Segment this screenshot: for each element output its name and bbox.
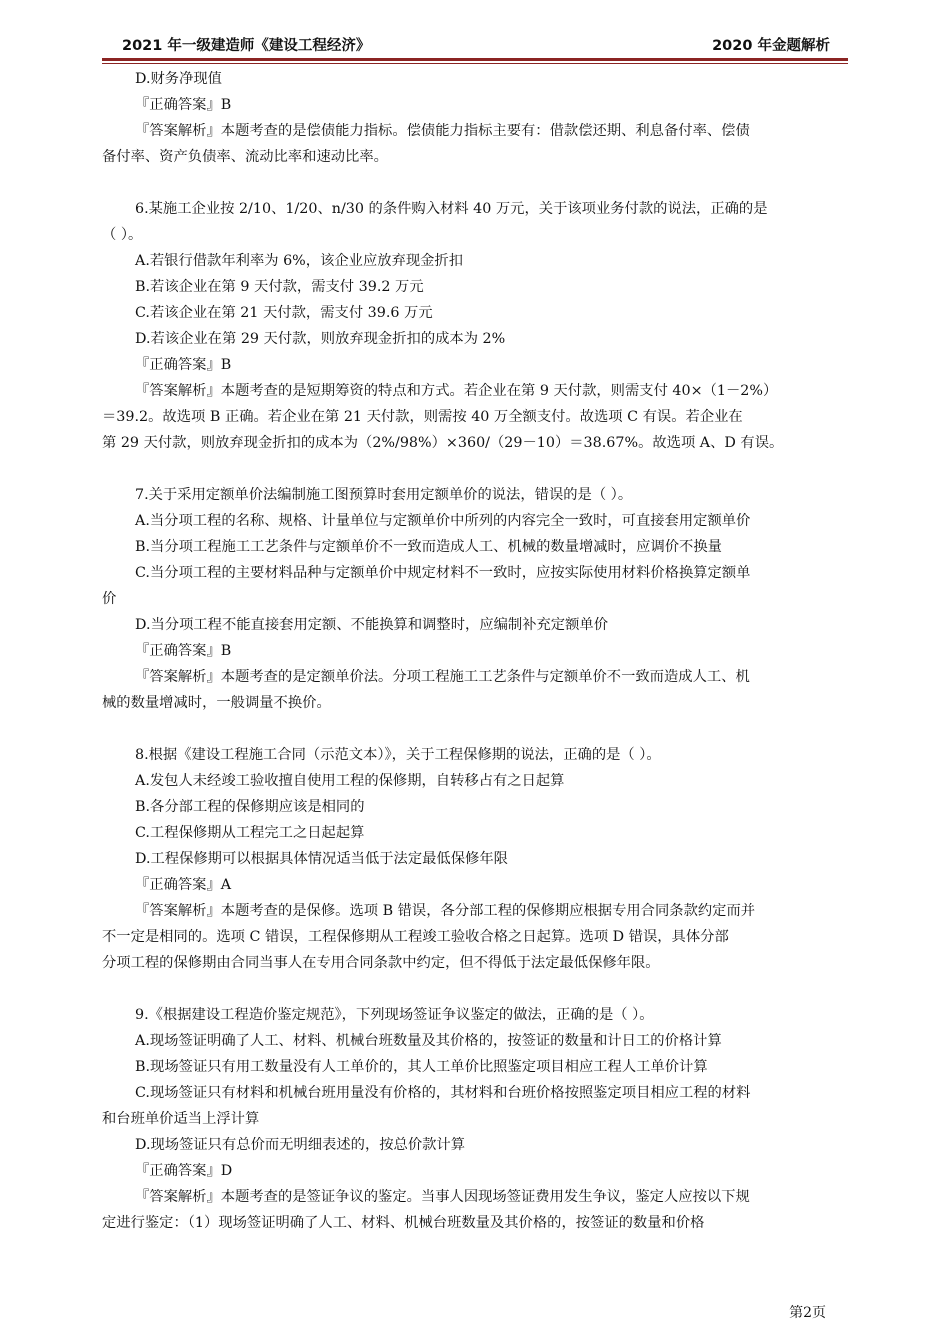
option-line: D.当分项工程不能直接套用定额、不能换算和调整时，应编制补充定额单价 <box>135 617 608 633</box>
option-line: B.现场签证只有用工数量没有人工单价的，其人工单价比照鉴定项目相应工程人工单价计算 <box>135 1059 708 1075</box>
document-body <box>102 66 848 1236</box>
question-line: （ ）。 <box>102 227 143 243</box>
option-line: 价 <box>102 591 117 607</box>
page-header <box>102 34 848 58</box>
question-line: 7.关于采用定额单价法编制施工图预算时套用定额单价的说法，错误的是（ ）。 <box>135 487 633 503</box>
header-rule-thick <box>102 58 848 61</box>
explanation-line: 械的数量增减时，一般调量不换价。 <box>102 695 331 711</box>
spacer <box>102 456 848 482</box>
explanation-line: 定进行鉴定：（1）现场签证明确了人工、材料、机械台班数量及其价格的，按签证的数量和价格 <box>102 1215 705 1231</box>
explanation-line: 『答案解析』本题考查的是短期筹资的特点和方式。若企业在第 9 天付款，则需支付 40×（1－2%） <box>135 383 778 399</box>
page-number: 第2页 <box>789 1305 826 1321</box>
option-line: A.当分项工程的名称、规格、计量单位与定额单价中所列的内容完全一致时，可直接套用定额单价 <box>135 513 751 529</box>
explanation-line: 『答案解析』本题考查的是定额单价法。分项工程施工工艺条件与定额单价不一致而造成人工、机 <box>135 669 750 685</box>
option-line: D.现场签证只有总价而无明细表述的，按总价款计算 <box>135 1137 466 1153</box>
question-line: 9.《根据建设工程造价鉴定规范》，下列现场签证争议鉴定的做法，正确的是（ ）。 <box>135 1007 654 1023</box>
explanation-line: 分项工程的保修期由合同当事人在专用合同条款中约定，但不得低于法定最低保修年限。 <box>102 955 660 971</box>
header-title: 2021 年一级建造师《建设工程经济》 <box>122 38 371 54</box>
option-line: D.工程保修期可以根据具体情况适当低于法定最低保修年限 <box>135 851 508 867</box>
option-line: C.工程保修期从工程完工之日起起算 <box>135 825 365 841</box>
explanation-line: 第 29 天付款，则放弃现金折扣的成本为（2%/98%）×360/（29－10）＝38.67%。故选项 A、D 有误。 <box>102 435 784 451</box>
option-line: B.各分部工程的保修期应该是相同的 <box>135 799 365 815</box>
answer-line: 『正确答案』D <box>135 1163 233 1179</box>
answer-line: 『正确答案』B <box>135 357 232 373</box>
explanation-line: 备付率、资产负债率、流动比率和速动比率。 <box>102 149 388 165</box>
spacer <box>102 976 848 1002</box>
option-line: A.发包人未经竣工验收擅自使用工程的保修期，自转移占有之日起算 <box>135 773 565 789</box>
explanation-line: 『答案解析』本题考查的是保修。选项 B 错误，各分部工程的保修期应根据专用合同条款约定而并 <box>135 903 756 919</box>
option-line: A.若银行借款年利率为 6%，该企业应放弃现金折扣 <box>135 253 464 269</box>
option-line: 和台班单价适当上浮计算 <box>102 1111 260 1127</box>
explanation-line: ＝39.2。故选项 B 正确。若企业在第 21 天付款，则需按 40 万全额支付。故选项 C 有误。若企业在 <box>102 409 743 425</box>
header-subtitle: 2020 年金题解析 <box>712 38 830 54</box>
header-rule-thin <box>102 63 848 64</box>
option-line: C.若该企业在第 21 天付款，需支付 39.6 万元 <box>135 305 433 321</box>
option-line: B.当分项工程施工工艺条件与定额单价不一致而造成人工、机械的数量增减时，应调价不换量 <box>135 539 722 555</box>
option-line: D.财务净现值 <box>135 71 222 87</box>
answer-line: 『正确答案』B <box>135 97 232 113</box>
question-line: 6.某施工企业按 2/10、1/20、n/30 的条件购入材料 40 万元，关于该项业务付款的说法，正确的是 <box>135 201 768 217</box>
question-line: 8.根据《建设工程施工合同（示范文本）》，关于工程保修期的说法，正确的是（ ）。 <box>135 747 661 763</box>
explanation-line: 不一定是相同的。选项 C 错误，工程保修期从工程竣工验收合格之日起算。选项 D 错误，具体分部 <box>102 929 729 945</box>
option-line: A.现场签证明确了人工、材料、机械台班数量及其价格的，按签证的数量和计日工的价格计算 <box>135 1033 722 1049</box>
explanation-line: 『答案解析』本题考查的是签证争议的鉴定。当事人因现场签证费用发生争议，鉴定人应按以下规 <box>135 1189 750 1205</box>
answer-line: 『正确答案』B <box>135 643 232 659</box>
option-line: B.若该企业在第 9 天付款，需支付 39.2 万元 <box>135 279 424 295</box>
option-line: D.若该企业在第 29 天付款，则放弃现金折扣的成本为 2% <box>135 331 506 347</box>
spacer <box>102 170 848 196</box>
option-line: C.当分项工程的主要材料品种与定额单价中规定材料不一致时，应按实际使用材料价格换算定额单 <box>135 565 751 581</box>
explanation-line: 『答案解析』本题考查的是偿债能力指标。偿债能力指标主要有：借款偿还期、利息备付率、偿债 <box>135 123 750 139</box>
answer-line: 『正确答案』A <box>135 877 232 893</box>
spacer <box>102 716 848 742</box>
option-line: C.现场签证只有材料和机械台班用量没有价格的，其材料和台班价格按照鉴定项目相应工程的材料 <box>135 1085 751 1101</box>
